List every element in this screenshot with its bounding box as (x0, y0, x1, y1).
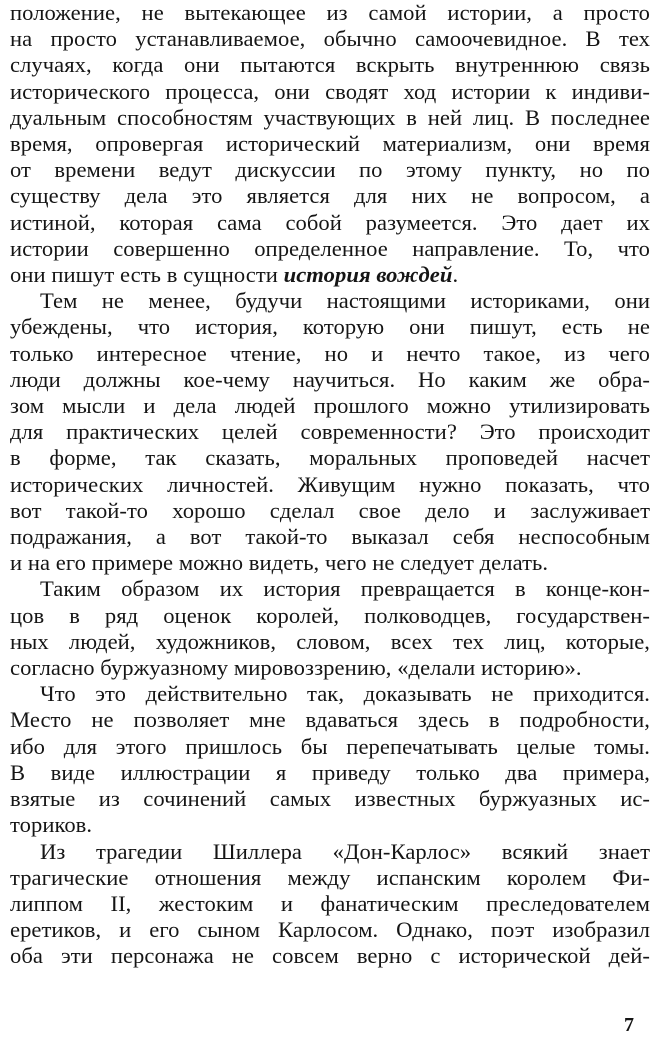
text-line: время, опровергая исторический материализм, они время (10, 131, 650, 157)
text-line: В виде иллюстрации я приведу только два примера, (10, 759, 650, 785)
text-line: только интересное чтение, но и нечто такое, из чего (10, 340, 650, 366)
paragraph-1 (10, 0, 652, 288)
text-line: дуальным способностям участвующих в ней лиц. В последнее (10, 104, 650, 130)
text-line: Из трагедии Шиллера «Дон-Карлос» всякий знает (40, 838, 650, 864)
text-line: существу дела это является для них не вопросом, а (10, 183, 650, 209)
text-line: для практических целей современности? Это происходит (10, 419, 650, 445)
text-line: люди должны кое-чему научиться. Но каким же обра- (10, 366, 650, 392)
text-line: трагические отношения между испанским королем Фи- (10, 864, 650, 890)
page-number: 7 (624, 1014, 634, 1036)
emphasized-text: история вождей (283, 262, 453, 288)
text-run: . (452, 262, 459, 288)
text-line: ториков. (10, 812, 93, 838)
text-line: на просто устанавливаемое, обычно самоочевидное. В тех (10, 26, 650, 52)
text-line: и на его примере можно видеть, чего не следует делать. (10, 550, 549, 576)
text-line: вот такой-то хорошо сделал свое дело и заслуживает (10, 497, 650, 523)
text-line: согласно буржуазному мировоззрению, «делали историю». (10, 655, 582, 681)
text-line: липпом II, жестоким и фанатическим преследователем (10, 890, 650, 916)
paragraph-4 (10, 681, 652, 838)
text-line: ибо для этого пришлось бы перепечатывать целые томы. (10, 733, 650, 759)
text-line: случаях, когда они пытаются вскрыть внутреннюю связь (10, 52, 650, 78)
text-line (10, 262, 650, 288)
text-line: в форме, так сказать, моральных проповедей насчет (10, 445, 650, 471)
paragraph-5 (10, 839, 652, 970)
text-line: оба эти персонажа не совсем верно с исторической дей- (10, 943, 650, 969)
text-line: исторического процесса, они сводят ход истории к индиви- (10, 78, 650, 104)
paragraph-3 (10, 576, 652, 681)
text-line: еретиков, и его сыном Карлосом. Однако, поэт изобразил (10, 917, 650, 943)
text-line: от времени ведут дискуссии по этому пункту, но по (10, 157, 650, 183)
text-line: подражания, а вот такой-то выказал себя неспособным (10, 524, 650, 550)
text-line: убеждены, что история, которую они пишут, есть не (10, 314, 650, 340)
page-body (10, 0, 652, 970)
text-line: Что это действительно так, доказывать не приходится. (40, 681, 650, 707)
text-line: зом мысли и дела людей прошлого можно утилизировать (10, 393, 650, 419)
text-line: истории совершенно определенное направление. То, что (10, 235, 650, 261)
text-line: положение, не вытекающее из самой истории, а просто (10, 0, 650, 25)
text-line: исторических личностей. Живущим нужно показать, что (10, 471, 650, 497)
text-run: они пишут есть в сущности (10, 262, 284, 288)
text-line: Место не позволяет мне вдаваться здесь в подробности, (10, 707, 650, 733)
paragraph-2 (10, 288, 652, 576)
text-line: истиной, которая сама собой разумеется. Это дает их (10, 209, 650, 235)
text-line: Тем не менее, будучи настоящими историками, они (40, 288, 650, 314)
text-line: цов в ряд оценок королей, полководцев, государствен- (10, 602, 650, 628)
text-line: ных людей, художников, словом, всех тех лиц, которые, (10, 628, 650, 654)
text-line: взятые из сочинений самых известных буржуазных ис- (10, 786, 650, 812)
text-line: Таким образом их история превращается в конце-кон- (40, 576, 650, 602)
